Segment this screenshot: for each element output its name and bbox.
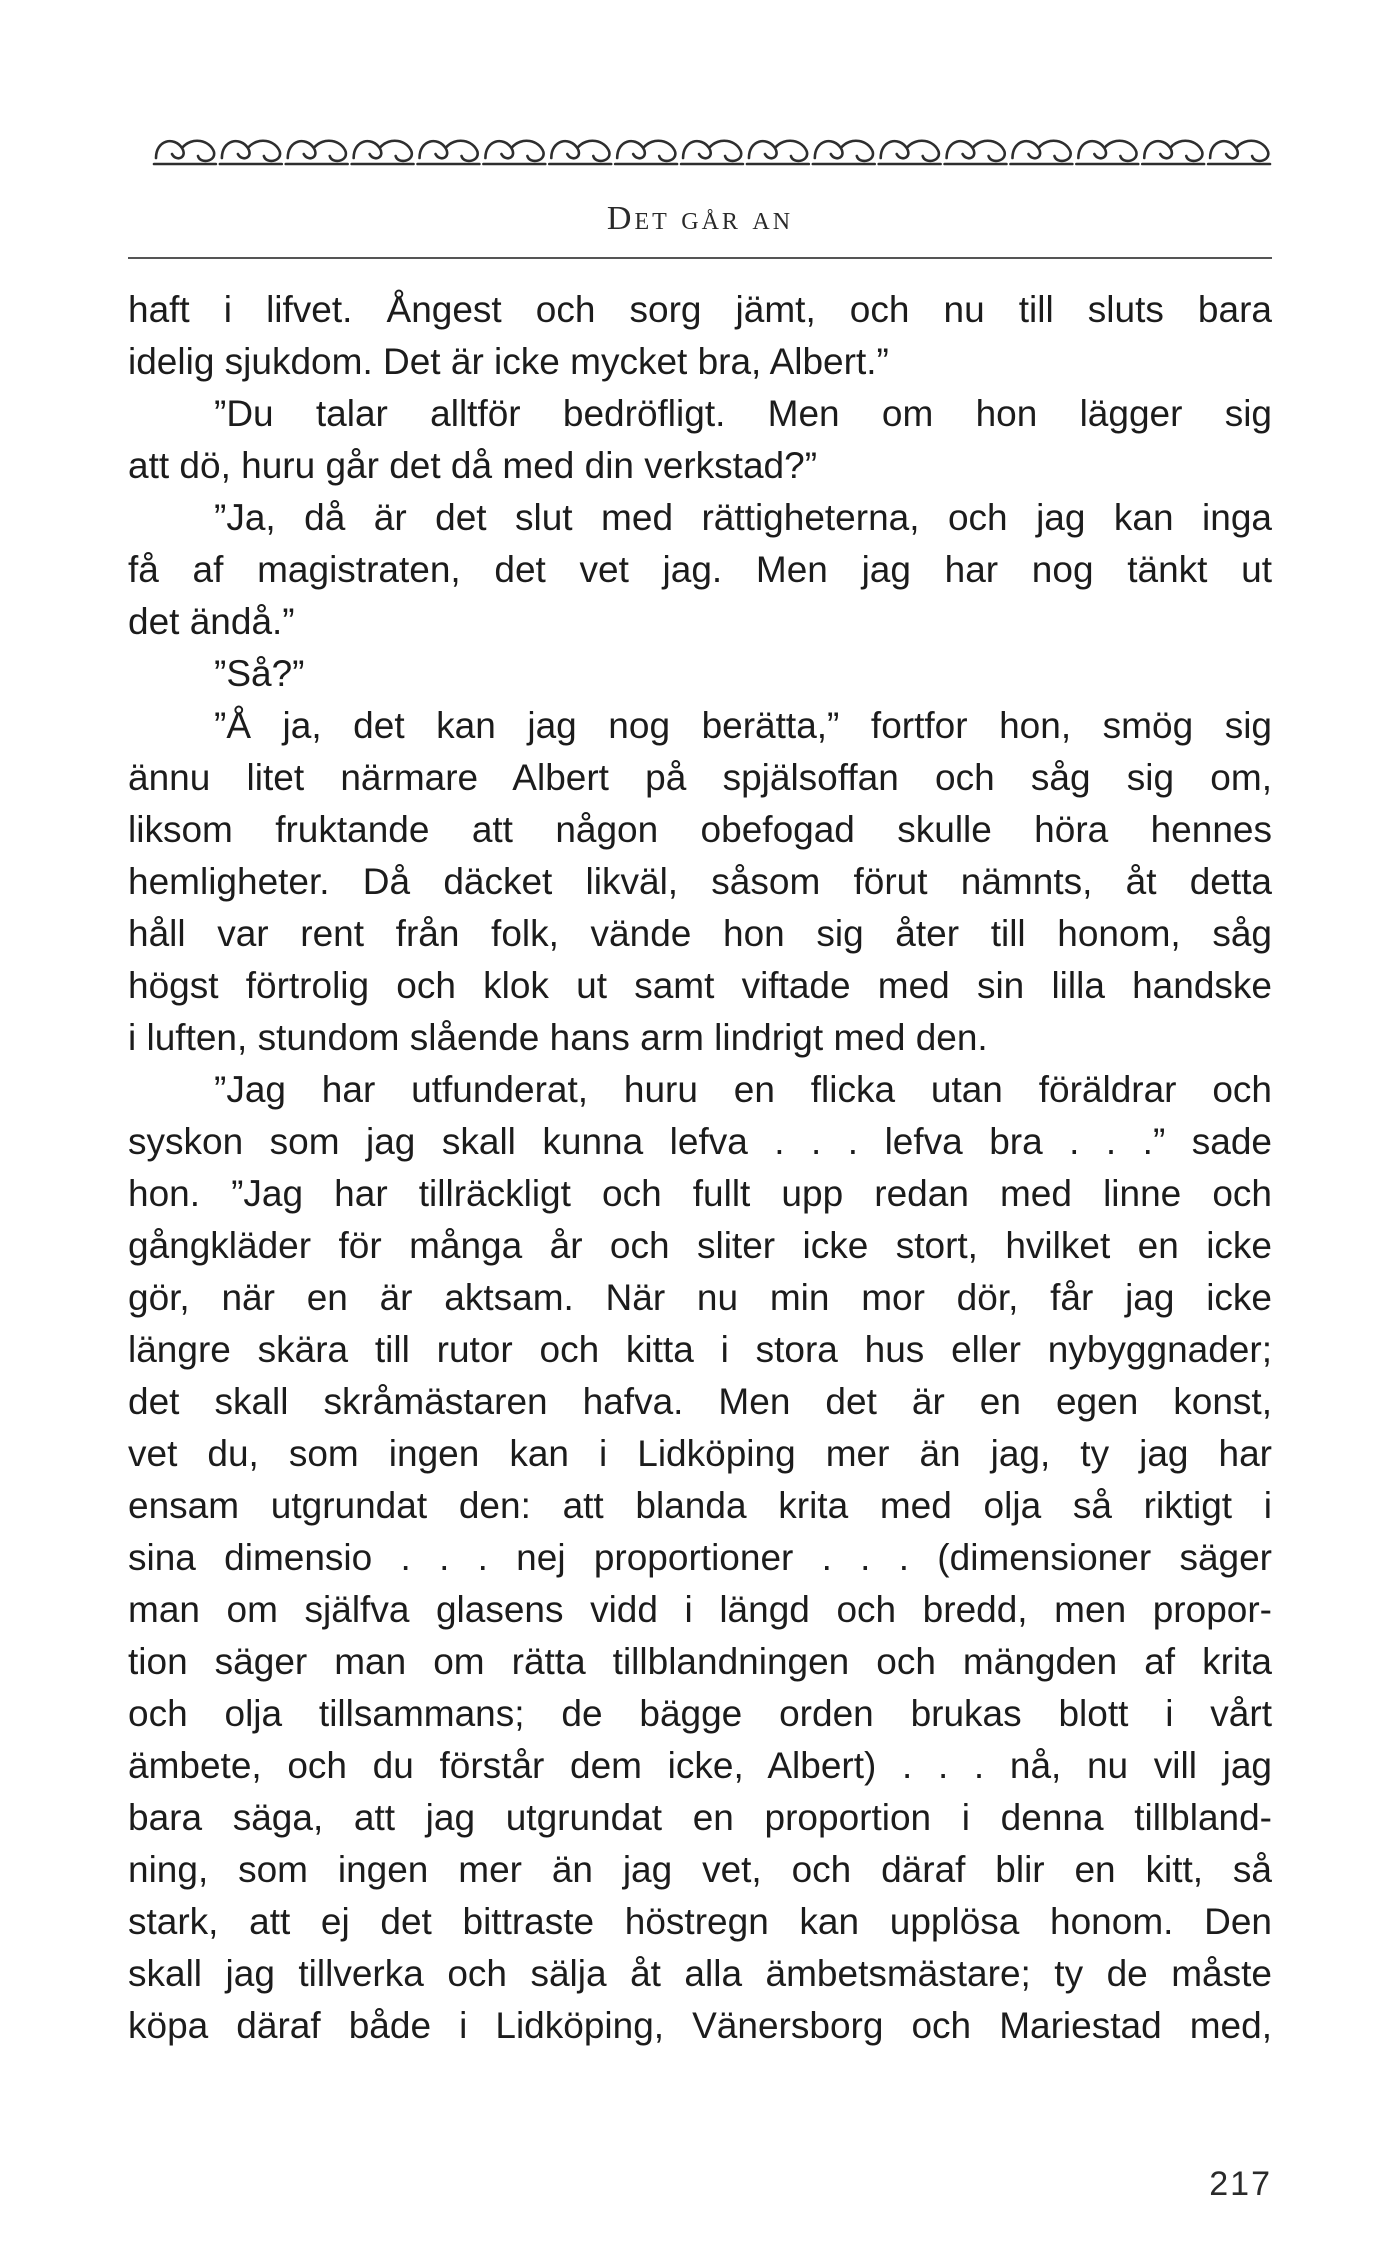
text-line: håll var rent från folk, vände hon sig åter till honom, såg (128, 913, 1272, 954)
text-line: ensam utgrundat den: att blanda krita med olja så riktigt i (128, 1485, 1272, 1526)
text-line: det skall skråmästaren hafva. Men det är en egen konst, (128, 1381, 1272, 1422)
text-line: haft i lifvet. Ångest och sorg jämt, och nu till sluts bara (128, 289, 1272, 330)
text-line: idelig sjukdom. Det är icke mycket bra, Albert.” (128, 341, 889, 382)
text-line: skall jag tillverka och sälja åt alla ämbetsmästare; ty de måste (128, 1953, 1272, 1994)
text-line: hemligheter. Då däcket likväl, såsom förut nämnts, åt detta (128, 861, 1272, 902)
text-line: stark, att ej det bittraste höstregn kan upplösa honom. Den (128, 1901, 1272, 1942)
text-line: det ändå.” (128, 601, 295, 642)
text-line: att dö, huru går det då med din verkstad?” (128, 445, 818, 486)
text-line: liksom fruktande att någon obefogad skulle höra hennes (128, 809, 1272, 850)
text-line: längre skära till rutor och kitta i stora hus eller nybyggnader; (128, 1329, 1272, 1370)
text-line: ”Ja, då är det slut med rättigheterna, och jag kan inga (214, 497, 1272, 538)
text-line: ning, som ingen mer än jag vet, och däraf blir en kitt, så (128, 1849, 1272, 1890)
wave-border-ornament (152, 130, 1272, 170)
text-line: få af magistraten, det vet jag. Men jag har nog tänkt ut (128, 549, 1272, 590)
text-line: man om själfva glasens vidd i längd och bredd, men propor- (128, 1589, 1272, 1630)
text-line: gör, när en är aktsam. När nu min mor dör, får jag icke (128, 1277, 1272, 1318)
body-text (128, 284, 1272, 2052)
text-line: i luften, stundom slående hans arm lindrigt med den. (128, 1017, 988, 1058)
text-line: sina dimensio . . . nej proportioner . . . (dimensioner säger (128, 1537, 1272, 1578)
text-line: ”Å ja, det kan jag nog berätta,” fortfor hon, smög sig (214, 705, 1272, 746)
text-line: vet du, som ingen kan i Lidköping mer än jag, ty jag har (128, 1433, 1272, 1474)
text-line: ”Så?” (214, 653, 305, 694)
text-line: och olja tillsammans; de bägge orden brukas blott i vårt (128, 1693, 1272, 1734)
text-line: ämbete, och du förstår dem icke, Albert) . . . nå, nu vill jag (128, 1745, 1272, 1786)
text-line: gångkläder för många år och sliter icke stort, hvilket en icke (128, 1225, 1272, 1266)
running-head: Det går an (606, 200, 794, 237)
page-number: 217 (1209, 2165, 1272, 2203)
text-line: ”Du talar alltför bedröfligt. Men om hon lägger sig (214, 393, 1272, 434)
header-rule (128, 257, 1272, 259)
text-line: hon. ”Jag har tillräckligt och fullt upp redan med linne och (128, 1173, 1272, 1214)
text-line: ”Jag har utfunderat, huru en flicka utan föräldrar och (214, 1069, 1272, 1110)
text-line: syskon som jag skall kunna lefva . . . lefva bra . . .” sade (128, 1121, 1272, 1162)
text-line: ännu litet närmare Albert på spjälsoffan och såg sig om, (128, 757, 1272, 798)
text-line: bara säga, att jag utgrundat en proportion i denna tillbland- (128, 1797, 1272, 1838)
text-line: högst förtrolig och klok ut samt viftade med sin lilla handske (128, 965, 1272, 1006)
text-line: tion säger man om rätta tillblandningen och mängden af krita (128, 1641, 1272, 1682)
text-line: köpa däraf både i Lidköping, Vänersborg och Mariestad med, (128, 2005, 1272, 2046)
